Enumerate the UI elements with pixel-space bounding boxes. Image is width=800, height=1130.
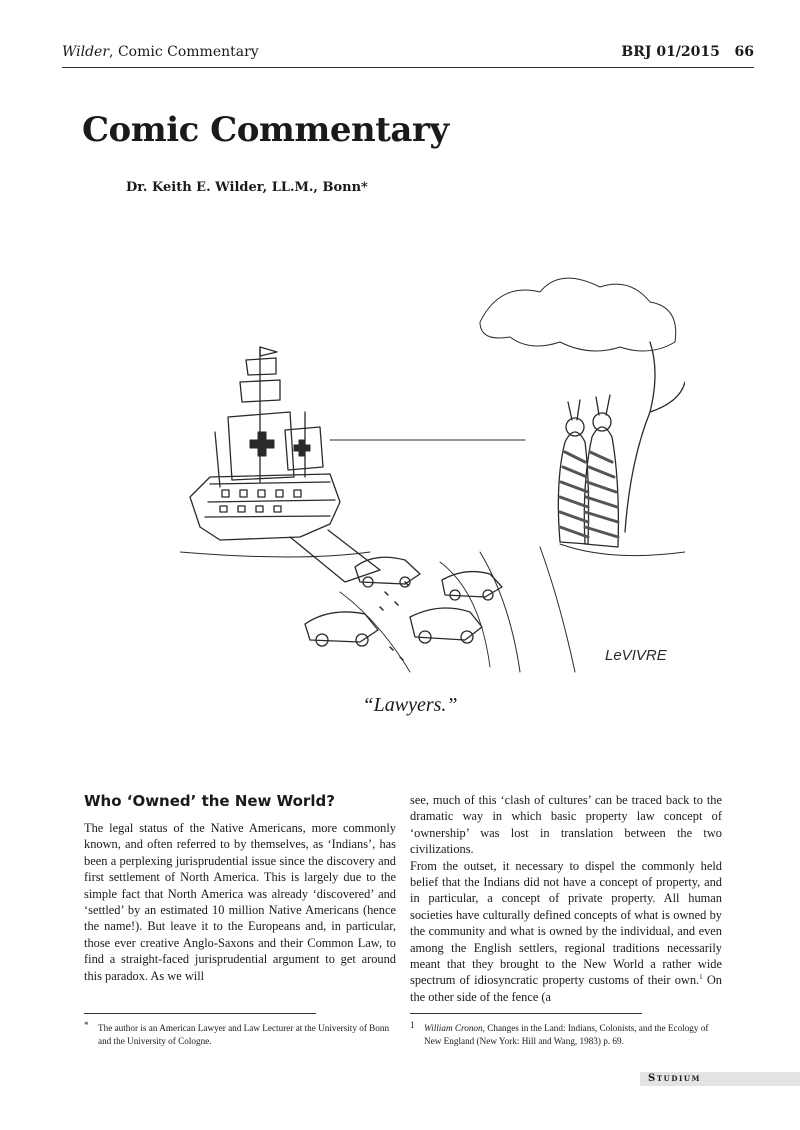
- right-column-paragraph-2-tail: On the other side of the fence (a: [410, 973, 722, 1004]
- footnote-reference[interactable]: 1: [699, 973, 703, 982]
- left-column: [84, 792, 396, 984]
- footnote-mark-1: 1: [410, 1020, 415, 1030]
- sports-cars: [305, 557, 502, 646]
- right-column-paragraph-2-text: From the outset, it necessary to dispel the commonly held belief that the Indians did not have a concept of property, and in particular, a concept of private property. All human societies have culturally defined concepts of what is owned by the community and what is owned by the individual, and even among the English settlers, regional traditions necessarily meant that they brought to the New World a rather wide spectrum of idiosyncratic property customs of their own.: [410, 858, 722, 988]
- footnote-author: [84, 1022, 396, 1047]
- tree: [480, 278, 685, 532]
- footnote-1-author: William Cronon: [424, 1023, 483, 1033]
- footnote-1: [410, 1022, 722, 1047]
- running-head: [62, 40, 754, 62]
- journal-page-number: BRJ 01/2015 66: [621, 44, 754, 60]
- running-head-author: Wilder: [62, 44, 110, 60]
- ship: [190, 347, 380, 582]
- cartoon-illustration: [180, 262, 685, 682]
- header-rule: [62, 67, 754, 68]
- running-head-section: , Comic Commentary: [109, 44, 259, 60]
- native-figures: [558, 395, 618, 547]
- author-line: Dr. Keith E. Wilder, LL.M., Bonn*: [126, 180, 368, 195]
- footnote-mark-star: *: [84, 1020, 89, 1030]
- cartoon-signature: LeVIVRE: [605, 647, 667, 664]
- footnote-author-text: The author is an American Lawyer and Law Lecturer at the University of Bonn and the University of Cologne.: [98, 1023, 390, 1046]
- footnote-1-text: [410, 1022, 722, 1047]
- page-title: Comic Commentary: [82, 110, 449, 150]
- right-column-paragraph-1: see, much of this ‘clash of cultures’ can be traced back to the dramatic way in which basic property law concept of ‘ownership’ was lost in translation between the two civilizations.: [410, 793, 722, 857]
- footer-section-label: Studium: [648, 1073, 701, 1084]
- cartoon-caption: “Lawyers.”: [362, 694, 458, 716]
- footnote-1-citation: , Changes in the Land: Indians, Colonists, and the Ecology of New England (New York: Hill and Wang, 1983) p. 69.: [424, 1023, 709, 1046]
- running-head-left: [62, 44, 259, 60]
- right-column: [410, 792, 722, 1005]
- footnote-rule-left: [84, 1013, 316, 1014]
- footnote-rule-right: [410, 1013, 642, 1014]
- section-heading: Who ‘Owned’ the New World?: [84, 792, 335, 810]
- right-column-paragraph-2: [410, 858, 722, 1006]
- left-column-text: The legal status of the Native Americans, more commonly known, and often referred to by themselves, as ‘Indians’, has been a perplexing jurisprudential issue since the discovery and first settlement of North America. This is largely due to the simple fact that North America was already ‘discovered’ and ‘settled’ by an estimated 10 million Native Americans (hence the name!). But leave it to the Europeans and, in particular, those ever creative Anglo-Saxons and their Common Law, to find a straight-faced jurisprudential argument to get around this paradox. As we will: [84, 821, 396, 983]
